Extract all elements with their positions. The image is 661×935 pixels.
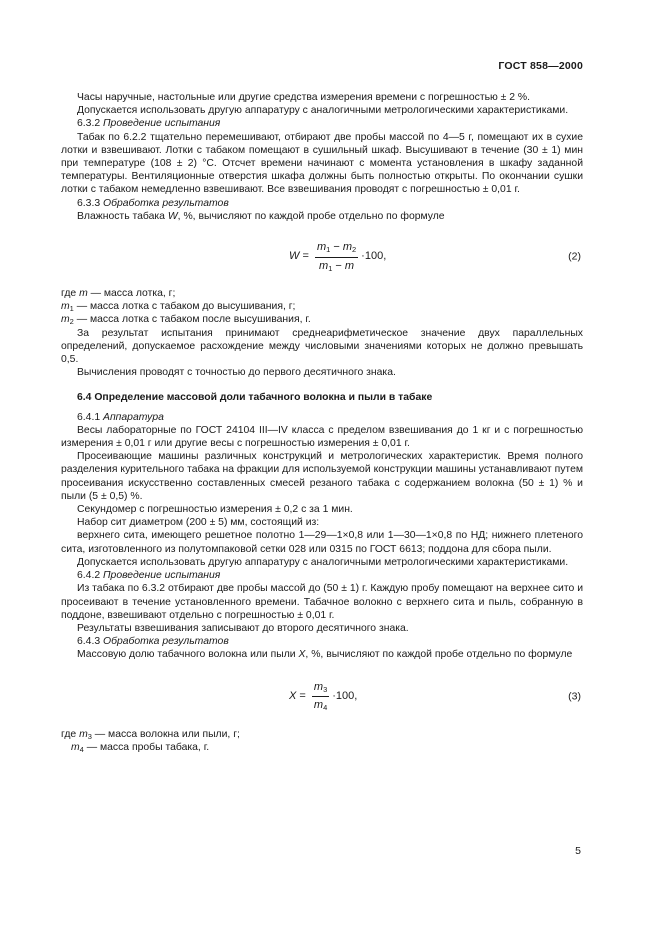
document-code-header: ГОСТ 858—2000 (498, 60, 583, 72)
paragraph-sieve-details: верхнего сита, имеющего решетное полотно 1—29—1×0,8 или 1—30—1×0,8 по НД; нижнего плетеного сита, изготовленного из полутомпаковой сетки 028 или 0315 по ГОСТ 6613; поддона для сбора пыли. (61, 530, 583, 555)
subsection-number: 6.3.2 (77, 118, 101, 130)
subsection-6-4-1-heading (61, 411, 583, 424)
subsection-title: Обработка результатов (103, 197, 229, 209)
paragraph-weighing-record: Результаты взвешивания записывают до второго десятичного знака. (77, 622, 409, 634)
formula-2 (61, 231, 583, 283)
subsection-number: 6.4.1 (77, 411, 101, 423)
paragraph-scales: Весы лабораторные по ГОСТ 24104 III—IV класса с пределом взвешивания до 1 кг и с погрешностью измерения ± 0,01 г или другие весы с погрешностью измерения ± 0,01 г. (61, 424, 583, 450)
subsection-6-3-2-heading (61, 117, 583, 130)
paragraph-test-procedure-sieving: Из табака по 6.3.2 отбирают две пробы массой до (50 ± 1) г. Каждую пробу помещают на верхнее сито и просеивают в течение установленного времени. Табачное волокно с верхнего сита и пыль, собранную в поддоне, взвешивают отдельно с погрешностью ± 0,01 г. (61, 583, 583, 621)
paragraph-sieve-set: Набор сит диаметром (200 ± 5) мм, состоящий из: (77, 517, 320, 529)
paragraph-moisture-formula-intro: Влажность табака W, %, вычисляют по каждой пробе отдельно по формуле (77, 210, 445, 222)
formula-2-denominator: $m_1 - m$ (319, 259, 355, 273)
page-number: 5 (575, 845, 581, 857)
formula-3-expression: X = $\frac{m_3}{m_4}$ ·100, (289, 680, 358, 713)
variable-x: X (298, 649, 306, 661)
paragraph-fraction-formula-intro: Массовую долю табачного волокна или пыли X, %, вычисляют по каждой пробе отдельно по формуле (77, 649, 573, 661)
paragraph-alt-equipment-2: Допускается использовать другую аппаратуру с аналогичными метрологическими характеристиками. (77, 556, 569, 568)
paragraph-timer-equipment: Часы наручные, настольные или другие средства измерения времени с погрешностью ± 2 %. (77, 92, 531, 103)
definition-m: где m — масса лотка, г; (61, 288, 176, 300)
subsection-title: Проведение испытания (103, 118, 221, 130)
formula-3-denominator: $m_4$ (313, 699, 328, 713)
subsection-number: 6.4.2 (77, 570, 101, 582)
subsection-6-4-3-heading (61, 635, 583, 648)
definition-m2: $m_2$ — масса лотка с табаком после высушивания, г. (61, 314, 311, 327)
formula-3-fraction (312, 681, 329, 712)
subsection-number: 6.4.3 (77, 636, 101, 648)
section-6-4-heading: 6.4 Определение массовой доли табачного волокна и пыли в табаке (77, 392, 433, 404)
formula-3 (61, 670, 583, 724)
definition-m3: где $m_3$ — масса волокна или пыли, г; (61, 728, 240, 741)
paragraph-alt-equipment: Допускается использовать другую аппаратуру с аналогичными метрологическими характеристиками. (77, 105, 569, 117)
formula-2-number: (2) (568, 250, 581, 263)
document-body (61, 91, 583, 754)
subsection-6-4-2-heading (61, 569, 583, 582)
paragraph-result-acceptance: За результат испытания принимают среднеарифметическое значение двух параллельных определений, допускаемое расхождение между числовыми значениями которых не должно превышать 0,5. (61, 327, 583, 366)
subsection-number: 6.3.3 (77, 197, 101, 209)
formula-2-numerator: $m_1 - m_2$ (315, 241, 358, 257)
formula-2-expression: W = $\frac{m_1 - m_2}{m_1 - m}$ ·100, (289, 241, 387, 273)
paragraph-sieving-machines: Просеивающие машины различных конструкций и метрологических характеристик. Время полного разделения курительного табака на фракции для используемой конструкции машины устанавливают путем просеивания искусственно составленных смесей резаного табака с содержанием волокна (50 ± 1) % и пыли (5 ± 0,5) %. (61, 451, 583, 502)
definition-m1: $m_1$ — масса лотка с табаком до высушивания, г; (61, 301, 296, 314)
formula-3-numerator: $m_3$ (312, 681, 329, 697)
subsection-6-3-3-heading (61, 197, 583, 210)
variable-w: W (167, 210, 178, 222)
subsection-title: Обработка результатов (103, 636, 229, 648)
formula-2-fraction (315, 241, 358, 272)
paragraph-calc-precision: Вычисления проводят с точностью до первого десятичного знака. (77, 367, 396, 379)
definition-m4: $m_4$ — масса пробы табака, г. (71, 741, 210, 754)
subsection-title: Проведение испытания (103, 570, 221, 582)
paragraph-test-procedure-moisture: Табак по 6.2.2 тщательно перемешивают, отбирают две пробы массой по 4—5 г, помещают их в сухие лотки и взвешивают. Лотки с табаком помещают в сушильный шкаф. Высушивают в течение (30 ± 1) мин при температуре (108 ± 2) °С. Отсчет времени начинают с момента установления в шкафу заданной температуры. Вентиляционные отверстия шкафа должны быть полностью открыты. По окончании сушки лотки с табаком немедленно взвешивают. Все взвешивания проводят с погрешностью ± 0,01 г. (61, 131, 583, 196)
subsection-title: Аппаратура (103, 411, 164, 423)
formula-3-number: (3) (568, 689, 581, 702)
paragraph-stopwatch: Секундомер с погрешностью измерения ± 0,2 с за 1 мин. (77, 504, 353, 516)
